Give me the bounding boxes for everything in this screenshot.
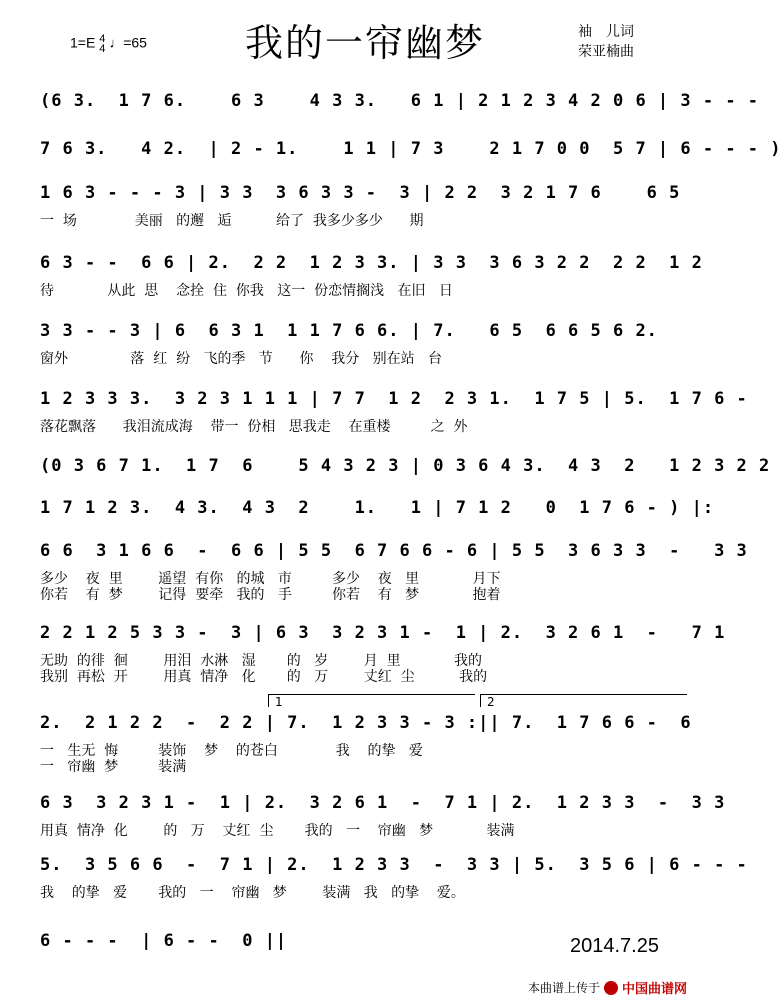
footer-text: 本曲谱上传于 bbox=[528, 981, 601, 995]
date-stamp: 2014.7.25 bbox=[570, 935, 659, 957]
volta-number: 2 bbox=[487, 695, 495, 709]
notation-line: 1 2 3 3 3. 3 2 3 1 1 1 | 7 7 1 2 2 3 1. 1 7 5 | 5. 1 7 6 - bbox=[40, 389, 748, 409]
site-logo-icon bbox=[604, 981, 618, 995]
notation-line: 1 6 3 - - - 3 | 3 3 3 6 3 3 - 3 | 2 2 3 2 1 7 6 6 5 bbox=[40, 183, 681, 203]
lyric-line-verse-1: 无助 的徘 徊 用泪 水淋 湿 的 岁 月 里 我的 bbox=[40, 653, 483, 669]
lyric-line-verse-2: 我别 再松 开 用真 情净 化 的 万 丈红 尘 我的 bbox=[40, 669, 488, 685]
volta-bracket-2 bbox=[480, 694, 687, 707]
lyric-line-verse-2: 你若 有 梦 记得 要牵 我的 手 你若 有 梦 抱着 bbox=[40, 587, 501, 603]
tempo-mark: ♩=65 bbox=[109, 34, 147, 51]
notation-line: 3 3 - - 3 | 6 6 3 1 1 1 7 6 6. | 7. 6 5 6 6 5 6 2. bbox=[40, 321, 658, 341]
notation-line: 6 6 3 1 6 6 - 6 6 | 5 5 6 7 6 6 - 6 | 5 5 3 6 3 3 - 3 3 bbox=[40, 541, 748, 561]
lyric-line: 一 场 美丽 的邂 逅 给了 我多少多少 期 bbox=[40, 213, 424, 229]
composer: 荣亚楠曲 bbox=[578, 44, 634, 60]
key-signature bbox=[70, 34, 147, 54]
notation-line: 6 - - - | 6 - - 0 || bbox=[40, 931, 288, 951]
notation-line: 2. 2 1 2 2 - 2 2 | 7. 1 2 3 3 - 3 :|| 7. 1 7 6 6 - 6 bbox=[40, 713, 692, 733]
footer-upload-note bbox=[528, 978, 687, 997]
notation-line: 6 3 3 2 3 1 - 1 | 2. 3 2 6 1 - 7 1 | 2. 1 2 3 3 - 3 3 bbox=[40, 793, 726, 813]
lyric-line: 待 从此 思 念拴 住 你我 这一 份恋情搁浅 在旧 日 bbox=[40, 283, 453, 299]
lyric-line-verse-1: 一 生无 悔 装饰 梦 的苍白 我 的挚 爱 bbox=[40, 743, 423, 759]
lyric-line: 落花飘落 我泪流成海 带一 份相 思我走 在重楼 之 外 bbox=[40, 419, 468, 435]
time-top: 4 bbox=[99, 33, 106, 45]
notation-line: 5. 3 5 6 6 - 7 1 | 2. 1 2 3 3 - 3 3 | 5. 3 5 6 | 6 - - - bbox=[40, 855, 748, 875]
song-title: 我的一帘幽梦 bbox=[245, 21, 486, 65]
credits bbox=[578, 22, 634, 62]
volta-number: 1 bbox=[275, 695, 283, 709]
time-signature bbox=[99, 34, 105, 54]
lyricist: 袖 儿词 bbox=[578, 24, 634, 40]
notation-line: 1 7 1 2 3. 4 3. 4 3 2 1. 1 | 7 1 2 0 1 7 6 - ) |: bbox=[40, 498, 715, 518]
notation-line: (0 3 6 7 1. 1 7 6 5 4 3 2 3 | 0 3 6 4 3. 4 3 2 1 2 3 2 2 bbox=[40, 456, 771, 476]
volta-bracket-1 bbox=[268, 694, 475, 707]
time-bottom: 4 bbox=[99, 43, 106, 55]
lyric-line-verse-2: 一 帘幽 梦 装满 bbox=[40, 759, 187, 775]
notation-line: 2 2 1 2 5 3 3 - 3 | 6 3 3 2 3 1 - 1 | 2. 3 2 6 1 - 7 1 bbox=[40, 623, 726, 643]
notation-line: (6 3. 1 7 6. 6 3 4 3 3. 6 1 | 2 1 2 3 4 2 0 6 | 3 - - - bbox=[40, 91, 760, 111]
lyric-line-verse-1: 多少 夜 里 遥望 有你 的城 市 多少 夜 里 月下 bbox=[40, 571, 501, 587]
lyric-line: 我 的挚 爱 我的 一 帘幽 梦 装满 我 的挚 爱。 bbox=[40, 885, 465, 901]
lyric-line: 窗外 落 红 纷 飞的季 节 你 我分 别在站 台 bbox=[40, 351, 443, 367]
notation-line: 6 3 - - 6 6 | 2. 2 2 1 2 3 3. | 3 3 3 6 3 2 2 2 2 1 2 bbox=[40, 253, 703, 273]
site-name[interactable]: 中国曲谱网 bbox=[622, 982, 688, 997]
lyric-line: 用真 情净 化 的 万 丈红 尘 我的 一 帘幽 梦 装满 bbox=[40, 823, 515, 839]
notation-line: 7 6 3. 4 2. | 2 - 1. 1 1 | 7 3 2 1 7 0 0 5 7 | 6 - - - ) bbox=[40, 139, 782, 159]
key-text: 1=E bbox=[70, 34, 96, 51]
